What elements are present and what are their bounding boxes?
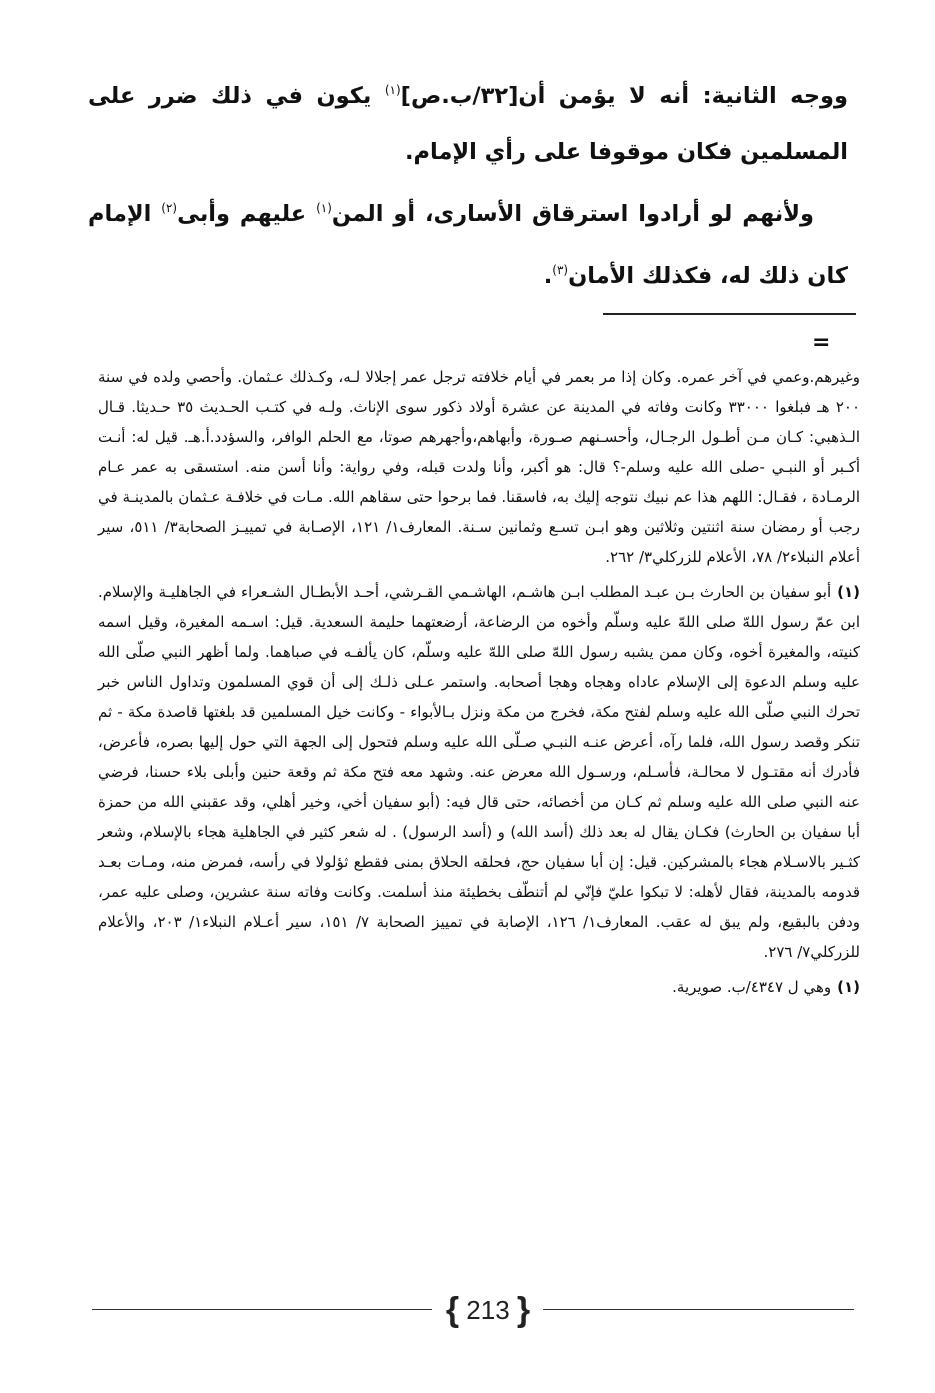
footnote-2-number: (١) <box>837 978 860 996</box>
footnote-1-number: (١) <box>837 583 860 601</box>
page-bracket-right: } <box>516 1291 531 1329</box>
footnote-continued: وغيرهم.وعمي في آخر عمره. وكان إذا مر بعمر في أيام خلافته ترجل عمر إجلالا لـه، وكـذلك عـثمان. وأحصي ولده في سنة ٢٠٠ هـ فبلغوا ٣٣٠٠٠ وكانت وفاته في المدينة عن عشرة أولاد ذكور سوى الإناث. ولـه في كتـب الحـديث ٣٥ حـديثا. قـال الـذهبي: كـان مـن أطـول الرجـال، وأحسـنهم صـورة، وأبهاهم،وأجهرهم صوتا، مع الحلم الوافر، والسؤدد.أ.هـ. قيل له: أنـت أكـبر أو النبـي -صلى الله عليه وسلم-؟ قال: هو أكبر، وأنا ولدت قبله، وفي رواية: وأنا أسن منه. استسقى به عمر عـام الرمـادة ، فقـال: اللهم هذا عم نبيك نتوجه إليك به، فاسقنا. فما برحوا حتى سقاهم الله. مـات في خلافـة عـثمان بالمدينـة في رجب أو رمضان سنة اثنتين وثلاثين وهو ابـن تسـع وثمانين سـنة. المعارف١/ ١٢١، الإصـابة في تمييـز الصحابة٣/ ٥١١، سير أعلام النبلاء٢/ ٧٨، الأعلام للزركلي٣/ ٢٦٢. <box>98 368 861 566</box>
footnote-separator <box>603 313 856 315</box>
paragraph-1-part-a: ووجه الثانية: أنه لا يؤمن أن[٣٢/ب.ص] <box>400 83 849 109</box>
footer-rule-right <box>543 1309 854 1310</box>
continuation-mark: = <box>812 330 831 355</box>
paragraph-1 <box>88 62 848 180</box>
footnote-ref-1[interactable]: (١) <box>384 83 401 97</box>
paragraph-1-part-b: يكون في ذلك ضرر على المسلمين فكان موقوفا على رأي الإمام. <box>88 83 848 165</box>
paragraph-2-part-a: ولأنهم لو أرادوا استرقاق الأسارى، أو المن <box>331 201 814 227</box>
page-bracket-left: { <box>445 1291 460 1329</box>
paragraph-2 <box>88 180 848 304</box>
paragraph-2-part-b: عليهم وأبى <box>177 201 317 227</box>
footnote-ref-3[interactable]: (٢) <box>161 201 178 215</box>
main-text <box>88 62 848 304</box>
paragraph-2-part-d: . <box>543 263 553 289</box>
page-number-box <box>432 1290 544 1334</box>
footer-rule-left <box>92 1309 432 1310</box>
footnote-ref-4[interactable]: (٣) <box>552 263 569 277</box>
paragraph-2-part-c: الإمام كان ذلك له، فكذلك الأمان <box>88 201 848 289</box>
page-number: 213 <box>466 1295 510 1325</box>
footnote-1-text: أبو سفيان بن الحارث بـن عبـد المطلب ابـن هاشـم، الهاشـمي القـرشي، أحـد الأبطـال الشـعراء في الجاهليـة والإسلام. ابن عمّ رسول اللهّ صلى اللهّ عليه وسلّم وأخوه من الرضاعة، أرضعتهما حليمة السعدية. قيل: اسـمه المغيرة، وقيل اسمه كنيته، والمغيرة أخوه، وكان ممن يشبه رسول اللهّ صلى اللهّ عليه وسلّم، كان يألفـه في صباهما. ولما أظهر النبي صلّى الله عليه وسلم الدعوة إلى الإسلام عاداه وهجاه وهجا أصحابه. واستمر عـلى ذلـك إلى أن قوي المسلمون وتداول الناس خبر تحرك النبي صلّى الله عليه وسلم لفتح مكة، فخرج من مكة ونزل بـالأبواء - وكانت خيل المسلمين قد بلغتها قاصدة مكة - ثم تنكر وقصد رسول الله، فلما رآه، أعرض عنـه النبـي صـلّى الله عليه وسلم فتحول إلى الجهة التي حول إليها بصره، فأعرض، فأدرك أنه مقتـول لا محالـة، فأسـلم، ورسـول الله معرض عنه. وشهد معه فتح مكة ثم وقعة حنين وأبلى بلاء حسنا، فرضي عنه النبي صلى الله عليه وسلم ثم كـان من أخصائه، حتى قال فيه: (أبو سفيان أخي، وخير أهلي، وقد عقبني الله من حمزة أبا سفيان بن الحارث) فكـان يقال له بعد ذلك (أسد الله) و (أسد الرسول) . له شعر كثير في الجاهلية هجاء بالإسلام، وشعر كثـير بالاسـلام هجاء بالمشركين. قيل: إن أبا سفيان حج، فحلقه الحلاق بمنى فقطع ثؤلولا في رأسه، فمرض منه، ومـات بعـد قدومه بالمدينة، فقال لأهله: لا تبكوا عليّ فإنّي لم أتنطّف بخطيئة منذ أسلمت. وكانت وفاته سنة عشرين، وصلى عليه عمر، ودفن بالبقيع، ولم يبق له عقب. المعارف١/ ١٢٦، الإصابة في تمييز الصحابة ٧/ ١٥١، سير أعـلام النبلاء١/ ٢٠٣، والأعلام للزركلي٧/ ٢٧٦. <box>98 583 860 961</box>
footnote-ref-2[interactable]: (١) <box>316 201 332 215</box>
footnote-2 <box>98 972 860 1002</box>
footnote-1 <box>98 577 860 967</box>
footnote-2-text: وهي ل ٤٣٤٧/ب. صويرية. <box>672 978 832 996</box>
footnotes-section <box>98 362 860 1002</box>
